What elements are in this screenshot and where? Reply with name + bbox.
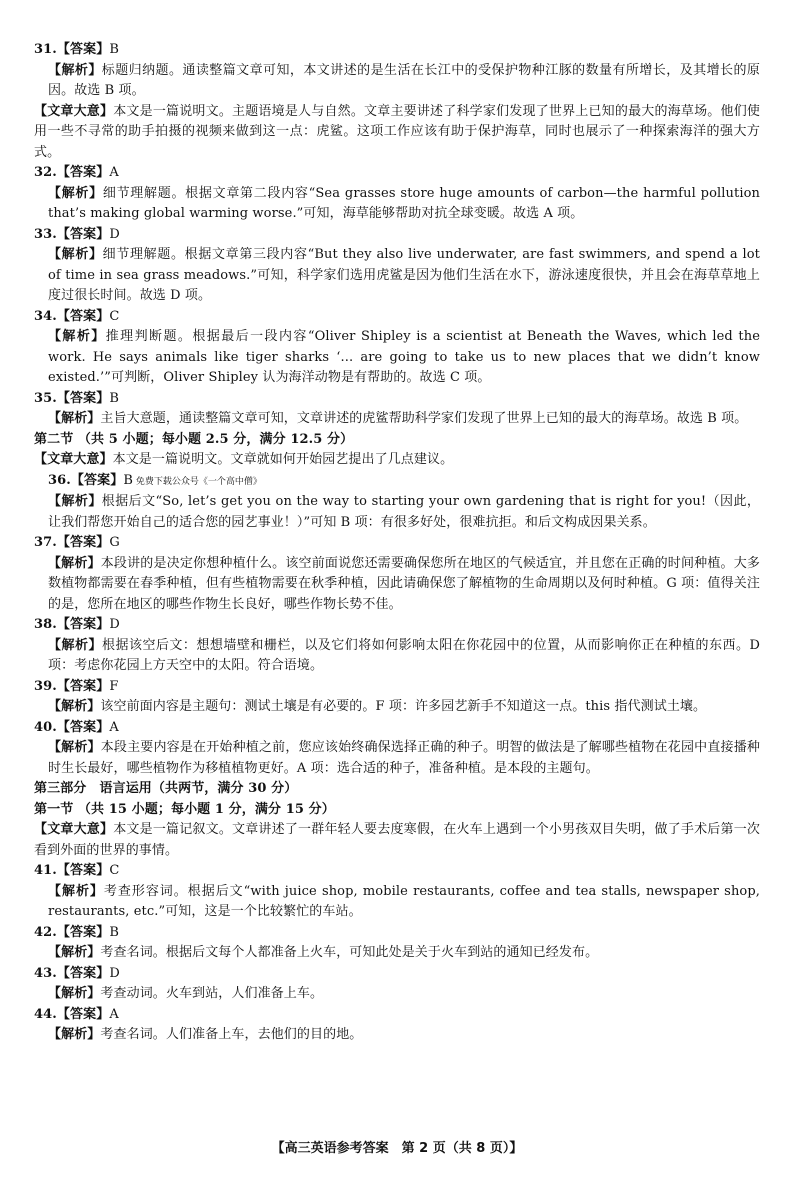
block-label: 【解析】 xyxy=(48,637,102,653)
explanation-block xyxy=(34,327,760,389)
section-heading xyxy=(34,430,760,451)
block-text: A xyxy=(109,719,119,735)
explanation-block xyxy=(34,1025,760,1046)
explanation-block xyxy=(34,636,760,677)
block-label: 【解析】 xyxy=(48,329,106,344)
block-label: 【解析】 xyxy=(48,740,101,755)
block-text: 考查名词。根据后文每个人都准备上火车，可知此处是关于火车到站的通知已经发布。 xyxy=(100,945,599,960)
block-text: 本段讲的是决定你想种植什么。该空前面说您还需要确保您所在地区的气候适宜，并且您在正确的时间种植。大多数植物都需要在春季种植，但有些植物需要在秋季种植，因此请确保您了解植物的生命周期以及何时种植。G 项：值得关注的是，您所在地区的哪些作物生长良好，哪些作物长势不佳。 xyxy=(48,555,760,612)
explanation-block xyxy=(34,882,760,923)
block-label: 【解析】 xyxy=(48,411,101,426)
block-label: 35.【答案】 xyxy=(34,390,110,406)
block-text: B xyxy=(109,924,119,940)
block-label: 【解析】 xyxy=(48,62,102,78)
block-text: 根据后文“So, let’s get you on the way to starting your own gardening that is right for you!（因此，让我们帮您开始自己的适合您的园艺事业！）”可知 B 项：有很多好处，很难抗拒。和后文构成因果关系。 xyxy=(48,494,761,530)
text-block xyxy=(34,923,760,944)
explanation-block xyxy=(34,471,760,493)
block-text: D xyxy=(109,617,120,632)
block-label: 31.【答案】 xyxy=(34,42,110,57)
block-label: 【解析】 xyxy=(48,883,104,899)
block-label: 38.【答案】 xyxy=(34,617,110,632)
explanation-block xyxy=(34,738,760,779)
block-text: B xyxy=(109,390,119,406)
block-label: 【解析】 xyxy=(48,247,103,262)
block-label: 【文章大意】 xyxy=(34,452,113,467)
answer-content xyxy=(34,40,760,1046)
block-text: 标题归纳题。通读整篇文章可知，本文讲述的是生活在长江中的受保护物种江豚的数量有所增长，及其增长的原因。故选 B 项。 xyxy=(48,62,760,98)
explanation-block xyxy=(34,409,760,430)
block-label: 【解析】 xyxy=(48,945,101,960)
block-text: A xyxy=(109,165,119,180)
block-text: B xyxy=(109,42,119,57)
block-label: 44.【答案】 xyxy=(34,1006,110,1022)
explanation-block xyxy=(34,184,760,225)
block-label: 33.【答案】 xyxy=(34,226,110,242)
block-text: 考查动词。火车到站，人们准备上车。 xyxy=(100,986,324,1001)
block-label: 【解析】 xyxy=(48,494,102,509)
explanation-block xyxy=(34,492,760,533)
block-label: 41.【答案】 xyxy=(34,863,110,878)
text-block xyxy=(34,40,760,61)
block-label: 【解析】 xyxy=(48,1027,101,1042)
text-block xyxy=(34,533,760,554)
block-label: 39.【答案】 xyxy=(34,678,110,694)
block-text: 该空前面内容是主题句：测试土壤是有必要的。F 项：许多园艺新手不知道这一点。this 指代测试土壤。 xyxy=(100,699,707,714)
block-label: 34.【答案】 xyxy=(34,308,110,324)
block-label: 43.【答案】 xyxy=(34,965,110,981)
block-text: 推理判断题。根据最后一段内容“Oliver Shipley is a scientist at Beneath the Waves, which led the work. He says animals like tiger sharks ‘... are going to take us to new places that we didn’t know existed.’”可判断，Oliver Shipley 认为海洋动物是有帮助的。故选 C 项。 xyxy=(48,329,760,385)
section-heading xyxy=(34,800,760,821)
block-label: 36.【答案】 xyxy=(48,472,124,488)
block-label: 【解析】 xyxy=(48,555,101,571)
text-block xyxy=(34,615,760,636)
block-text: A xyxy=(109,1006,119,1022)
block-text: 本文是一篇说明文。主题语境是人与自然。文章主要讲述了科学家们发现了世界上已知的最大的海草场。他们使用一些不寻常的助手拍摄的视频来做到这一点：虎鲨。这项工作应该有助于保护海草，同时也展示了一种探索海洋的强大方式。 xyxy=(34,103,760,160)
text-block xyxy=(34,820,760,861)
block-text: C xyxy=(109,863,120,878)
block-text: B xyxy=(123,472,133,488)
block-text: 本文是一篇说明文。文章就如何开始园艺提出了几点建议。 xyxy=(112,452,454,467)
block-label: 37.【答案】 xyxy=(34,535,110,550)
block-label: 【解析】 xyxy=(48,986,101,1001)
block-text: 细节理解题。根据文章第二段内容“Sea grasses store huge amounts of carbon—the harmful pollution that’s making global warming worse.”可知，海草能够帮助对抗全球变暖。故选 A 项。 xyxy=(48,185,760,221)
block-label: 32.【答案】 xyxy=(34,165,110,180)
text-block xyxy=(34,389,760,410)
explanation-block xyxy=(34,554,760,616)
text-block xyxy=(34,861,760,882)
block-text: 主旨大意题，通读整篇文章可知，文章讲述的虎鲨帮助科学家们发现了世界上已知的最大的海草场。故选 B 项。 xyxy=(100,411,748,426)
text-block xyxy=(34,102,760,164)
block-text: C xyxy=(109,308,120,324)
page-footer: 【高三英语参考答案 第 2 页（共 8 页）】 xyxy=(271,1141,523,1156)
explanation-block xyxy=(34,697,760,718)
text-block xyxy=(34,1005,760,1026)
block-label: 【解析】 xyxy=(48,699,101,714)
block-text: 考查形容词。根据后文“with juice shop, mobile restaurants, coffee and tea stalls, newspaper shop, restaurants, etc.”可知，这是一个比较繁忙的车站。 xyxy=(48,883,760,919)
text-block xyxy=(34,307,760,328)
block-text: 考查名词。人们准备上车，去他们的目的地。 xyxy=(100,1027,363,1042)
block-label: 42.【答案】 xyxy=(34,924,110,940)
block-text: 本文是一篇记叙文。文章讲述了一群年轻人要去度寒假，在火车上遇到一个小男孩双目失明，做了手术后第一次看到外面的世界的事情。 xyxy=(34,822,760,858)
block-text: 第三部分 语言运用（共两节，满分 30 分） xyxy=(34,781,298,796)
block-text: 第一节 （共 15 小题；每小题 1 分，满分 15 分） xyxy=(34,801,335,817)
block-text: 细节理解题。根据文章第三段内容“But they also live underwater, are fast swimmers, and spend a lot of time in sea grass meadows.”可知，科学家们选用虎鲨是因为他们生活在水下，游泳速度很快，并且会在海草草地上度过很长时间。故选 D 项。 xyxy=(48,247,761,303)
watermark-note: 免费下载公众号《一个高中僧》 xyxy=(132,476,262,487)
explanation-block xyxy=(34,943,760,964)
text-block xyxy=(34,964,760,985)
block-text: D xyxy=(109,965,120,981)
block-text: D xyxy=(109,226,120,242)
text-block xyxy=(34,450,760,471)
block-label: 40.【答案】 xyxy=(34,719,110,735)
block-text: 第二节 （共 5 小题；每小题 2.5 分，满分 12.5 分） xyxy=(34,431,354,447)
text-block xyxy=(34,225,760,246)
block-text: F xyxy=(109,678,119,694)
block-label: 【文章大意】 xyxy=(34,103,114,119)
text-block xyxy=(34,677,760,698)
explanation-block xyxy=(34,984,760,1005)
section-heading xyxy=(34,779,760,800)
block-text: G xyxy=(109,535,120,550)
text-block xyxy=(34,163,760,184)
block-label: 【解析】 xyxy=(48,185,103,201)
block-text: 根据该空后文：想想墙壁和栅栏，以及它们将如何影响太阳在你花园中的位置，从而影响你正在种植的东西。D 项：考虑你花园上方天空中的太阳。符合语境。 xyxy=(48,637,760,673)
text-block xyxy=(34,718,760,739)
block-text: 本段主要内容是在开始种植之前，您应该始终确保选择正确的种子。明智的做法是了解哪些植物在花园中直接播种时生长最好，哪些植物作为移植植物更好。A 项：选合适的种子，准备种植。是本段的主题句。 xyxy=(48,740,760,776)
block-label: 【文章大意】 xyxy=(34,822,114,837)
explanation-block xyxy=(34,245,760,307)
explanation-block xyxy=(34,61,760,102)
